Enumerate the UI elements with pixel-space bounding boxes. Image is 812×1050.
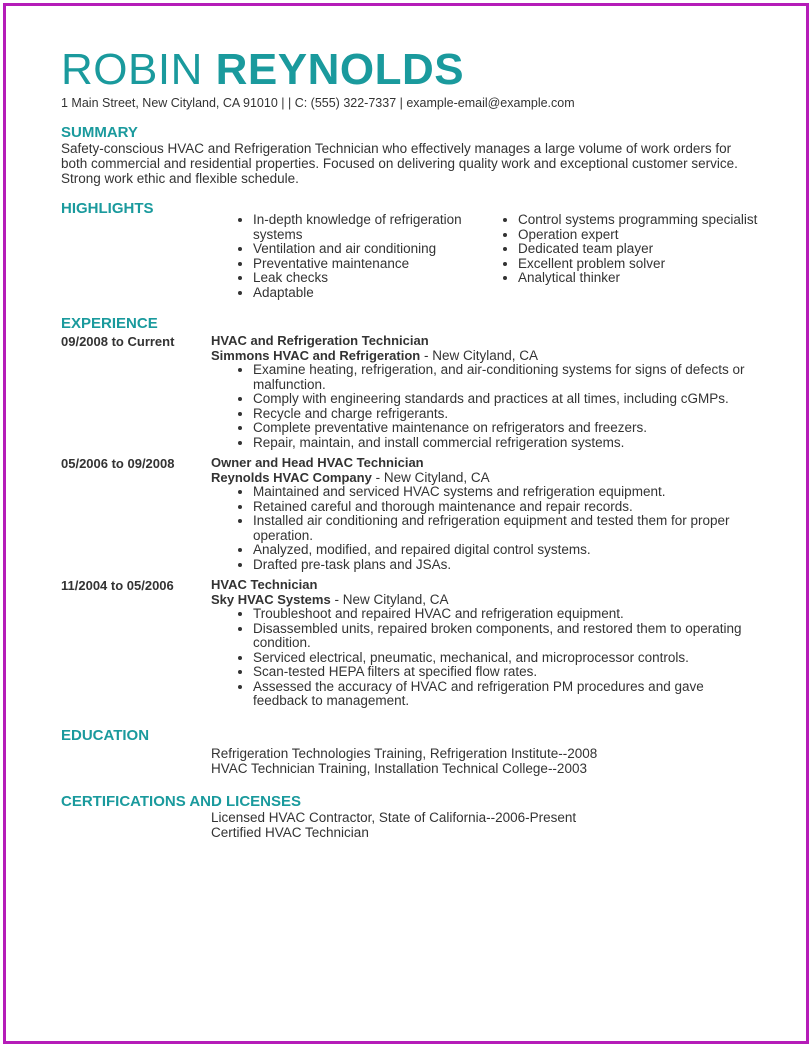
certification-item: Licensed HVAC Contractor, State of California--2006-Present [211,809,577,825]
candidate-name [61,46,761,94]
job-company [211,349,761,364]
experience-heading: EXPERIENCE [61,315,158,332]
highlight-item: • Analytical thinker [518,271,761,286]
duty-item: • Analyzed, modified, and repaired digital control systems. [253,543,761,558]
highlight-item: • Operation expert [518,228,761,243]
highlight-item: • Adaptable [253,286,496,301]
company-name: Sky HVAC Systems [211,591,331,607]
summary-text: Safety-conscious HVAC and Refrigeration Technician who effectively manages a large volume of work orders for both commercial and residential properties. Focused on delivering quality work and exceptional customer service. Strong work ethic and flexible schedule. [61,141,738,186]
education-heading: EDUCATION [61,726,150,744]
job-dates: 09/2008 to Current [61,334,175,349]
certification-item: Certified HVAC Technician [211,824,369,840]
highlight-item: • Leak checks [253,271,496,286]
highlight-item: • Excellent problem solver [518,257,761,272]
job-company [211,471,761,486]
job-entry [61,334,761,363]
first-name: ROBIN [61,45,203,94]
highlight-item: • Dedicated team player [518,242,761,257]
job-duties [211,607,761,709]
summary-heading: SUMMARY [61,124,138,141]
highlights-heading: HIGHLIGHTS [61,200,154,217]
job-entry [61,456,761,485]
job-dates: 05/2006 to 09/2008 [61,456,175,471]
certifications-list [61,810,761,840]
company-name: Simmons HVAC and Refrigeration [211,347,421,363]
education-item: HVAC Technician Training, Installation Technical College--2003 [211,760,587,776]
duty-item: • Complete preventative maintenance on refrigerators and freezers. [253,421,761,436]
duty-item: • Serviced electrical, pneumatic, mechanical, and microprocessor controls. [253,651,761,666]
job-entry [61,578,761,607]
education-item: Refrigeration Technologies Training, Refrigeration Institute--2008 [211,745,598,761]
job-title: HVAC and Refrigeration Technician [211,333,429,348]
duty-item: • Assessed the accuracy of HVAC and refrigeration PM procedures and gave feedback to management. [253,680,761,709]
highlight-item: • Control systems programming specialist [518,213,761,228]
job-dates: 11/2004 to 05/2006 [61,578,174,593]
highlights-list [231,213,761,300]
duty-item: • Drafted pre-task plans and JSAs. [253,558,761,573]
highlight-item: • Ventilation and air conditioning [253,242,496,257]
duty-item: • Comply with engineering standards and practices at all times, including cGMPs. [253,392,761,407]
education-list [61,746,761,776]
job-title: Owner and Head HVAC Technician [211,455,424,470]
duty-item: • Troubleshoot and repaired HVAC and refrigeration equipment. [253,607,761,622]
duty-item: • Retained careful and thorough maintenance and repair records. [253,500,761,515]
duty-item: • Repair, maintain, and install commercial refrigeration systems. [253,436,761,451]
last-name: REYNOLDS [215,45,465,94]
duty-item: • Installed air conditioning and refrigeration equipment and tested them for proper operation. [253,514,761,543]
duty-item: • Examine heating, refrigeration, and air-conditioning systems for signs of defects or malfunction. [253,363,761,392]
highlights-left-column [231,213,496,300]
highlights-right-column [496,213,761,300]
job-title: HVAC Technician [211,577,318,592]
resume-page [3,3,809,1044]
duty-item: • Disassembled units, repaired broken components, and restored them to operating condition. [253,622,761,651]
highlight-item: • In-depth knowledge of refrigeration systems [253,213,496,242]
duty-item: • Recycle and charge refrigerants. [253,407,761,422]
job-duties [211,363,761,450]
certifications-heading: CERTIFICATIONS AND LICENSES [61,792,302,810]
job-details [211,456,761,485]
job-details [211,578,761,607]
job-details [211,334,761,363]
company-location: - New Cityland, CA [420,347,539,363]
contact-info: 1 Main Street, New Cityland, CA 91010 | | C: (555) 322-7337 | example-email@example.com [61,96,575,110]
duty-item: • Scan-tested HEPA filters at specified flow rates. [253,665,761,680]
company-name: Reynolds HVAC Company [211,469,372,485]
job-duties [211,485,761,572]
resume-content [61,46,761,840]
company-location: - New Cityland, CA [371,469,490,485]
job-company [211,593,761,608]
duty-item: • Maintained and serviced HVAC systems and refrigeration equipment. [253,485,761,500]
highlight-item: • Preventative maintenance [253,257,496,272]
company-location: - New Cityland, CA [330,591,449,607]
